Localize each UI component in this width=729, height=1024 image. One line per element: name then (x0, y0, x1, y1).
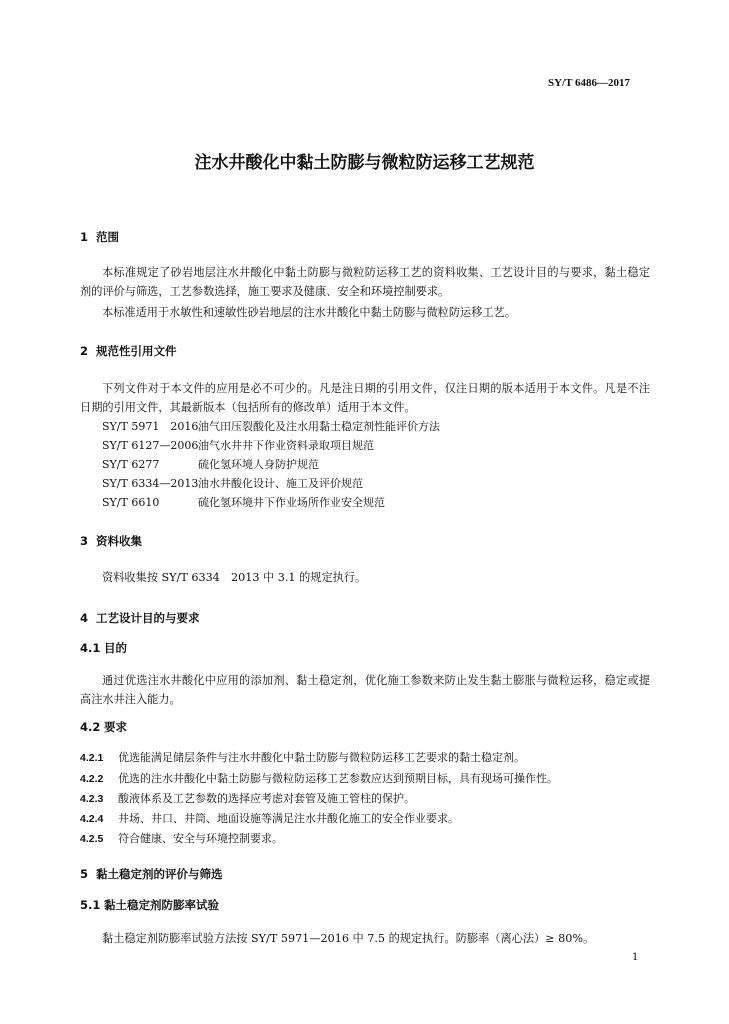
section-title: 范围 (96, 230, 119, 244)
reference-title: 油气水井井下作业资料录取项目规范 (198, 439, 374, 452)
section-1-paragraph-2: 本标准适用于水敏性和速敏性砂岩地层的注水井酸化中黏土防膨与微粒防运移工艺。 (102, 306, 516, 319)
item-text: 酸液体系及工艺参数的选择应考虑对套管及施工管柱的保护。 (118, 792, 415, 805)
section-title: 黏土稳定剂的评价与筛选 (96, 867, 223, 881)
item-text: 优选能满足储层条件与注水井酸化中黏土防膨与微粒防运移工艺要求的黏土稳定剂。 (118, 751, 525, 764)
reference-code: SY/T 6127—2006 (102, 439, 199, 452)
section-title: 要求 (104, 720, 127, 734)
reference-item (102, 456, 319, 472)
section-5-heading (80, 866, 223, 882)
requirement-item (80, 810, 459, 826)
reference-code: SY/T 5971 2016 (102, 420, 199, 433)
reference-item (102, 475, 363, 491)
section-number: 1 (80, 230, 89, 244)
item-number: 4.2.2 (80, 773, 104, 785)
requirement-item (80, 790, 415, 806)
section-3-paragraph-1: 资料收集按 SY/T 6334 2013 中 3.1 的规定执行。 (102, 571, 367, 584)
item-number: 4.2.4 (80, 813, 104, 825)
section-title: 黏土稳定剂防膨率试验 (104, 898, 219, 912)
reference-code: SY/T 6334—2013 (102, 477, 199, 490)
reference-code: SY/T 6610 (102, 496, 160, 509)
section-4-heading (80, 610, 200, 626)
section-2-paragraph-1: 下列文件对于本文件的应用是必不可少的。凡是注日期的引用文件，仅注日期的版本适用于本文件。凡是不注日期的引用文件，其最新版本（包括所有的修改单）适用于本文件。 (80, 382, 650, 414)
section-number: 5.1 (80, 898, 101, 912)
section-4-2-heading (80, 719, 127, 735)
section-number: 4.2 (80, 720, 101, 734)
section-number: 2 (80, 344, 89, 358)
requirement-item (80, 770, 558, 786)
section-number: 4.1 (80, 641, 101, 655)
section-2-heading (80, 343, 177, 359)
requirement-item (80, 749, 525, 765)
section-title: 工艺设计目的与要求 (96, 611, 200, 625)
section-title: 规范性引用文件 (96, 344, 177, 358)
section-title: 资料收集 (96, 534, 142, 548)
reference-item (102, 437, 374, 453)
item-text: 井场、井口、井筒、地面设施等满足注水井酸化施工的安全作业要求。 (118, 812, 459, 825)
section-5-1-paragraph-1: 黏土稳定剂防膨率试验方法按 SY/T 5971—2016 中 7.5 的规定执行。防膨率（离心法）≥ 80%。 (102, 932, 595, 945)
section-number: 4 (80, 611, 89, 625)
item-text: 优选的注水井酸化中黏土防膨与微粒防运移工艺参数应达到预期目标，具有现场可操作性。 (118, 772, 558, 785)
section-number: 5 (80, 867, 89, 881)
requirement-item (80, 830, 283, 846)
reference-title: 硫化氢环境井下作业场所作业安全规范 (198, 496, 385, 509)
item-number: 4.2.3 (80, 793, 104, 805)
standard-code: SY/T 6486—2017 (548, 77, 631, 89)
section-1-paragraph-1: 本标准规定了砂岩地层注水井酸化中黏土防膨与微粒防运移工艺的资料收集、工艺设计目的与要求，黏土稳定剂的评价与筛选，工艺参数选择，施工要求及健康、安全和环境控制要求。 (80, 266, 650, 298)
reference-item (102, 418, 440, 434)
page-title: 注水井酸化中黏土防膨与微粒防运移工艺规范 (194, 153, 535, 173)
reference-code: SY/T 6277 (102, 458, 160, 471)
page-number: 1 (632, 952, 639, 963)
reference-item (102, 494, 385, 510)
reference-title: 硫化氢环境人身防护规范 (198, 458, 319, 471)
item-text: 符合健康、安全与环境控制要求。 (118, 832, 283, 845)
section-number: 3 (80, 534, 89, 548)
reference-title: 油水井酸化设计、施工及评价规范 (198, 477, 363, 490)
section-4-1-heading (80, 640, 127, 656)
section-1-heading (80, 229, 119, 245)
section-3-heading (80, 533, 142, 549)
section-title: 目的 (104, 641, 127, 655)
section-4-1-paragraph-1: 通过优选注水井酸化中应用的添加剂、黏土稳定剂，优化施工参数来防止发生黏土膨胀与微粒运移，稳定或提高注水井注入能力。 (80, 674, 650, 706)
item-number: 4.2.5 (80, 833, 104, 845)
item-number: 4.2.1 (80, 752, 104, 764)
reference-title: 油气田压裂酸化及注水用黏土稳定剂性能评价方法 (198, 420, 440, 433)
section-5-1-heading (80, 897, 219, 913)
